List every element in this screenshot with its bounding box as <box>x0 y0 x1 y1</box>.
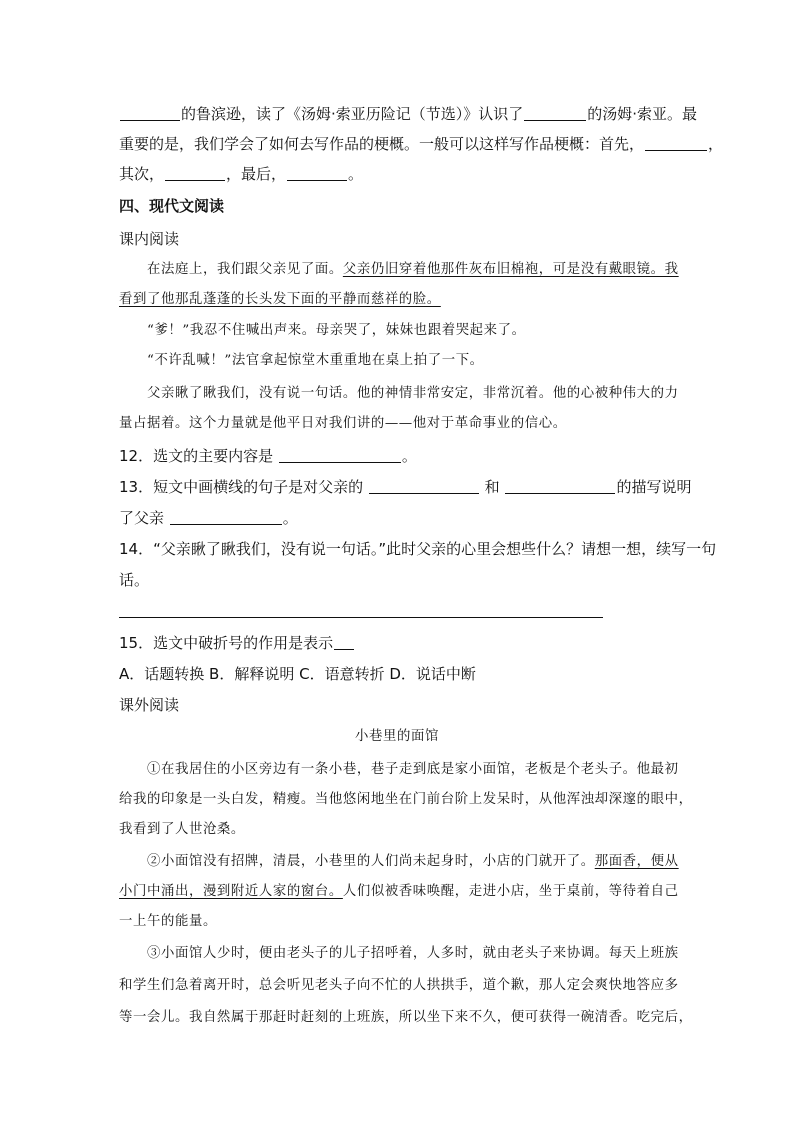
summary-line-3: 其次， ，最后， 。 <box>119 165 364 183</box>
answer-blank[interactable] <box>505 478 615 494</box>
question-14-cont: 话。 <box>119 571 150 589</box>
question-15-options: A．话题转换 B．解释说明 C．语意转折 D．说话中断 <box>119 665 476 683</box>
question-14: 14．“父亲瞅了瞅我们，没有说一句话。”此时父亲的心里会想些什么？请想一想，续写一句 <box>119 540 717 558</box>
article-paragraph-1: ①在我居住的小区旁边有一条小巷，巷子走到底是家小面馆，老板是个老头子。他最初 <box>147 762 679 777</box>
answer-blank[interactable] <box>170 509 282 525</box>
answer-line[interactable] <box>119 617 603 618</box>
underlined-sentence: 那面香，便从 <box>594 854 679 869</box>
inclass-reading-label: 课内阅读 <box>119 230 180 248</box>
article-paragraph-1-cont: 给我的印象是一头白发，精瘦。当他悠闲地坐在门前台阶上发呆时，从他浑浊却深邃的眼中， <box>119 792 693 807</box>
article-paragraph-2: ②小面馆没有招牌，清晨，小巷里的人们尚未起身时，小店的门就开了。那面香，便从 <box>147 854 679 869</box>
article-paragraph-2-cont: 小门中涌出，漫到附近人家的窗台。人们似被香味唤醒，走进小店，坐于桌前，等待着自己 <box>119 884 679 899</box>
article-paragraph-2-cont: 一上午的能量。 <box>119 914 217 929</box>
answer-blank[interactable] <box>645 135 707 151</box>
underlined-sentence: 看到了他那乱蓬蓬的长头发下面的平静而慈祥的脸。 <box>119 292 441 307</box>
answer-blank[interactable] <box>165 165 225 181</box>
summary-line-1: 的鲁滨逊，读了《汤姆·索亚历险记（节选）》认识了 的汤姆·索亚。最 <box>119 104 697 124</box>
extracurricular-label: 课外阅读 <box>119 696 180 714</box>
section-heading: 四、现代文阅读 <box>119 197 225 215</box>
inclass-paragraph-4: 父亲瞅了瞅我们，没有说一句话。他的神情非常安定，非常沉着。他的心被种伟大的力 <box>147 386 679 401</box>
underlined-sentence: 父亲仍旧穿着他那件灰布旧棉袍，可是没有戴眼镜。我 <box>342 262 679 277</box>
article-paragraph-3: ③小面馆人少时，便由老头子的儿子招呼着，人多时，就由老头子来协调。每天上班族 <box>147 946 679 961</box>
answer-blank[interactable] <box>120 105 180 121</box>
inclass-paragraph-1: 在法庭上，我们跟父亲见了面。父亲仍旧穿着他那件灰布旧棉袍，可是没有戴眼镜。我 <box>147 262 679 277</box>
article-paragraph-1-cont: 我看到了人世沧桑。 <box>119 822 245 837</box>
answer-blank[interactable] <box>369 478 479 494</box>
inclass-paragraph-4-cont: 量占据着。这个力量就是他平日对我们讲的——他对于革命事业的信心。 <box>119 416 567 431</box>
question-12: 12．选文的主要内容是 。 <box>119 447 417 465</box>
question-13-cont: 了父亲 。 <box>119 509 298 527</box>
answer-blank[interactable] <box>334 634 354 650</box>
question-15: 15．选文中破折号的作用是表示 <box>119 633 355 653</box>
answer-blank[interactable] <box>279 447 401 463</box>
answer-blank[interactable] <box>524 105 586 121</box>
inclass-paragraph-3: “不许乱喊！”法官拿起惊堂木重重地在桌上拍了一下。 <box>147 353 484 368</box>
article-paragraph-3-cont: 和学生们急着离开时，总会听见老头子向不忙的人拱拱手，道个歉，那人定会爽快地答应多 <box>119 978 679 993</box>
inclass-paragraph-2: “爹！”我忍不住喊出声来。母亲哭了，妹妹也跟着哭起来了。 <box>147 323 526 338</box>
article-title: 小巷里的面馆 <box>355 729 439 744</box>
inclass-paragraph-1-cont <box>119 290 441 310</box>
article-paragraph-3-cont: 等一会儿。我自然属于那赶时赶刻的上班族，所以坐下来不久，便可获得一碗清香。吃完后， <box>119 1010 693 1025</box>
summary-line-2: 重要的是，我们学会了如何去写作品的梗概。一般可以这样写作品梗概：首先， ， <box>119 135 724 153</box>
underlined-sentence: 小门中涌出，漫到附近人家的窗台。 <box>119 884 343 899</box>
answer-blank[interactable] <box>287 165 347 181</box>
question-13: 13．短文中画横线的句子是对父亲的 和 的描写说明 <box>119 478 692 496</box>
